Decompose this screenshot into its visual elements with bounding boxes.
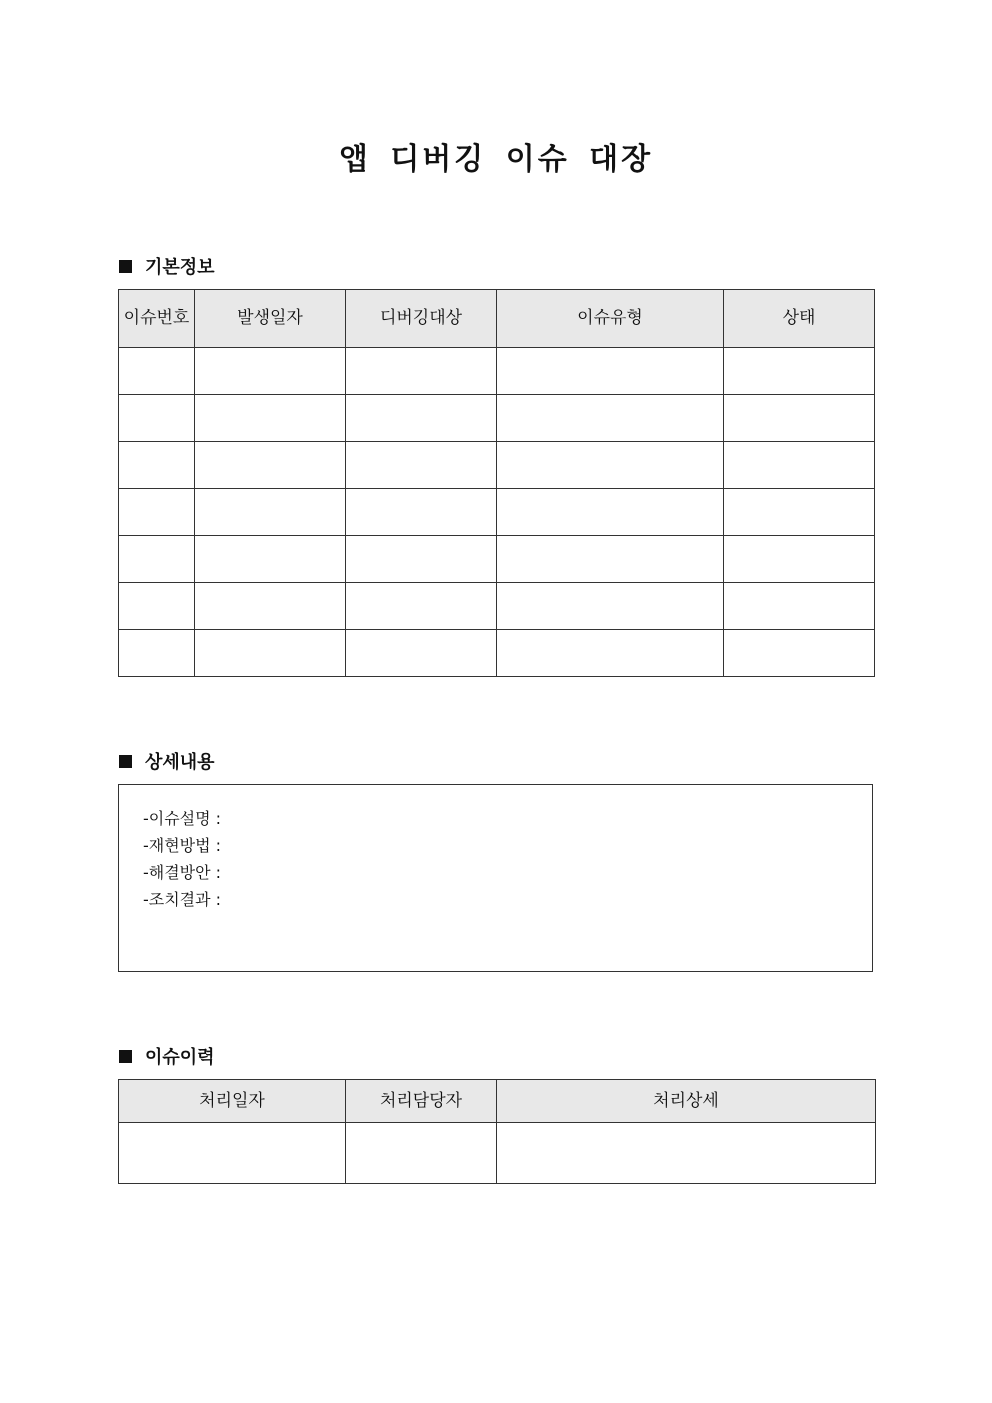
table-cell[interactable] [346,348,497,395]
column-header-issue-number: 이슈번호 [119,290,195,348]
table-cell[interactable] [724,630,875,677]
table-cell[interactable] [346,489,497,536]
table-cell[interactable] [346,442,497,489]
table-cell[interactable] [119,348,195,395]
table-row [119,442,875,489]
basic-info-table [118,289,875,677]
reproduction-method-line: -재현방법 : [143,836,222,855]
document-title: 앱 디버깅 이슈 대장 [338,142,654,177]
table-cell[interactable] [195,489,346,536]
table-cell[interactable] [346,536,497,583]
table-cell[interactable] [119,395,195,442]
table-row [119,1123,876,1184]
table-cell[interactable] [724,442,875,489]
table-cell[interactable] [119,442,195,489]
basic-info-heading [119,253,215,279]
table-row [119,630,875,677]
table-cell[interactable] [346,1123,497,1184]
table-cell[interactable] [497,442,724,489]
table-cell[interactable] [497,583,724,630]
table-cell[interactable] [195,630,346,677]
column-header-processed-date: 처리일자 [119,1080,346,1123]
table-cell[interactable] [497,348,724,395]
action-result-line: -조치결과 : [143,890,222,909]
table-cell[interactable] [724,489,875,536]
table-cell[interactable] [346,630,497,677]
table-cell[interactable] [119,536,195,583]
table-cell[interactable] [119,583,195,630]
table-cell[interactable] [195,395,346,442]
table-cell[interactable] [119,1123,346,1184]
table-cell[interactable] [497,1123,876,1184]
history-heading [119,1043,215,1069]
table-cell[interactable] [497,489,724,536]
table-cell[interactable] [195,536,346,583]
detail-heading-label: 상세내용 [145,752,215,773]
basic-info-heading-label: 기본정보 [145,257,215,278]
detail-heading [119,748,215,774]
square-bullet-icon [119,260,132,273]
table-cell[interactable] [195,442,346,489]
square-bullet-icon [119,755,132,768]
column-header-debug-target: 디버깅대상 [346,290,497,348]
history-table [118,1079,876,1184]
table-cell[interactable] [346,583,497,630]
table-row [119,395,875,442]
basic-info-header-row [119,290,875,348]
table-cell[interactable] [724,395,875,442]
issue-description-line: -이슈설명 : [143,809,222,828]
column-header-processor: 처리담당자 [346,1080,497,1123]
table-row [119,536,875,583]
history-header-row [119,1080,876,1123]
table-row [119,489,875,536]
column-header-issue-type: 이슈유형 [497,290,724,348]
table-row [119,348,875,395]
table-cell[interactable] [195,583,346,630]
column-header-status: 상태 [724,290,875,348]
table-cell[interactable] [497,395,724,442]
square-bullet-icon [119,1050,132,1063]
table-cell[interactable] [119,630,195,677]
resolution-plan-line: -해결방안 : [143,863,222,882]
table-cell[interactable] [497,536,724,583]
table-cell[interactable] [195,348,346,395]
table-cell[interactable] [119,489,195,536]
table-cell[interactable] [724,536,875,583]
column-header-processing-detail: 처리상세 [497,1080,876,1123]
table-row [119,583,875,630]
history-heading-label: 이슈이력 [145,1047,215,1068]
table-cell[interactable] [724,348,875,395]
table-cell[interactable] [724,583,875,630]
column-header-occurred-date: 발생일자 [195,290,346,348]
table-cell[interactable] [346,395,497,442]
table-cell[interactable] [497,630,724,677]
detail-box[interactable] [118,784,873,972]
